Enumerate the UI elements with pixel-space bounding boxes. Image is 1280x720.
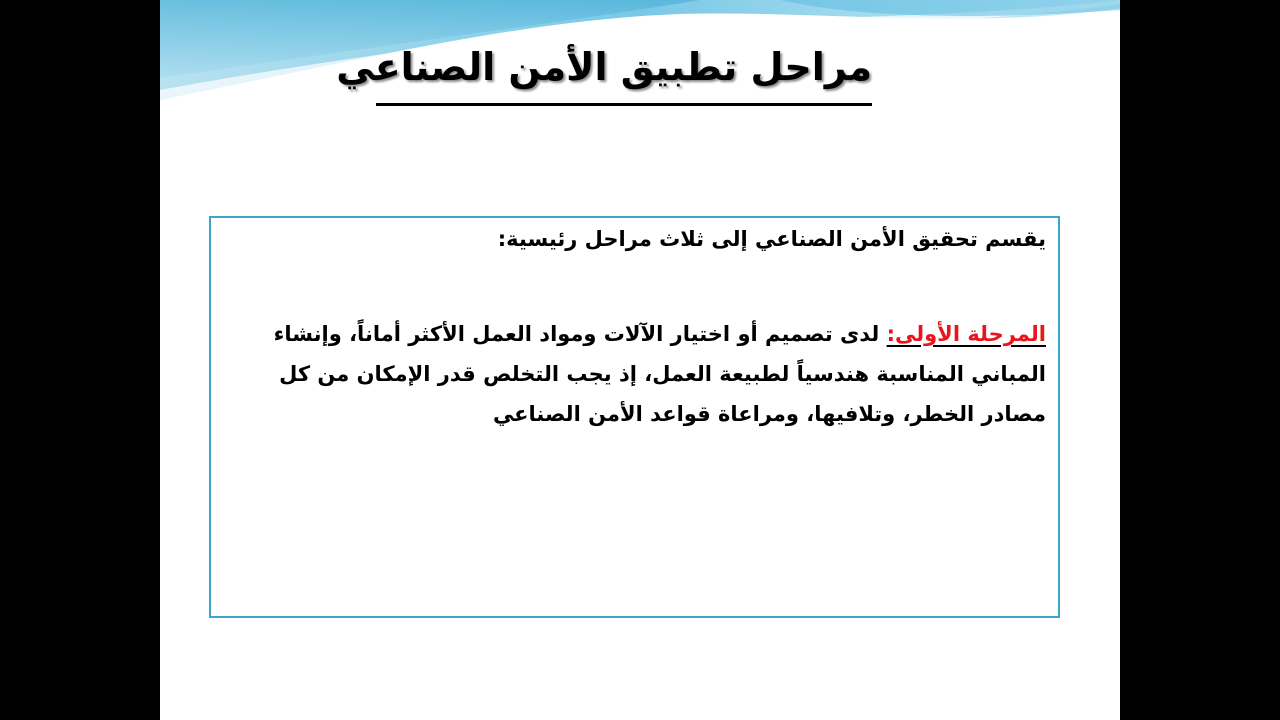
phase-one-text: لدى تصميم أو اختيار الآلات ومواد العمل الأكثر أماناً، وإنشاء المباني المناسبة هندسياً لطبيعة العمل، إذ يجب التخلص قدر الإمكان من كل مصادر الخطر، وتلافيها، ومراعاة قواعد الأمن الصناعي — [273, 322, 1046, 426]
phase-one-paragraph — [226, 314, 1046, 434]
slide-title: مراحل تطبيق الأمن الصناعي — [336, 45, 872, 89]
content-text-box — [209, 216, 1060, 618]
phase-one-label: المرحلة الأولى: — [886, 322, 1046, 346]
intro-text: يقسم تحقيق الأمن الصناعي إلى ثلاث مراحل رئيسية: — [497, 227, 1046, 251]
title-underline — [376, 103, 872, 106]
presentation-slide — [160, 0, 1120, 720]
